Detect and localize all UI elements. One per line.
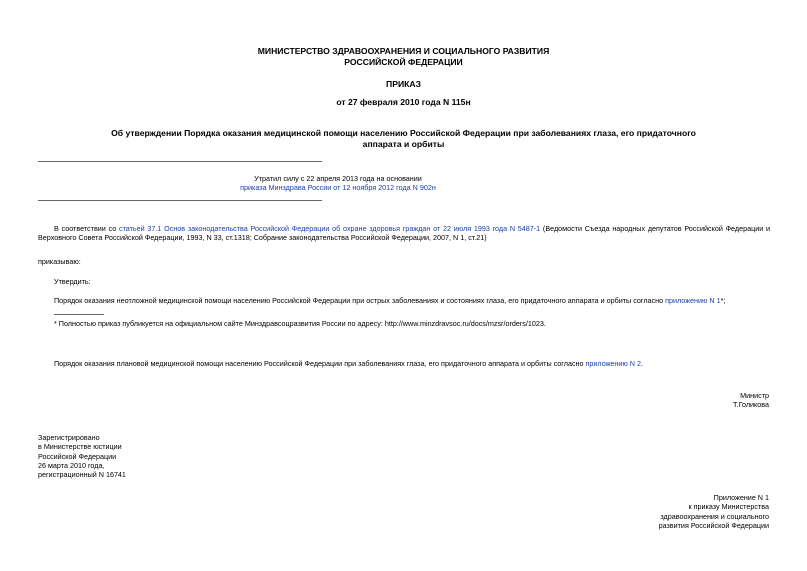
appendix-2-link[interactable]: приложению N 2 — [585, 359, 641, 368]
order-verb: приказываю: — [38, 257, 81, 266]
status-note: Утратил силу с 22 апреля 2013 года на основании приказа Минздрава России от 12 ноября 2012 года N 902н — [240, 174, 436, 193]
divider-top — [38, 161, 322, 162]
order-date: от 27 февраля 2010 года N 115н — [336, 97, 471, 107]
status-link[interactable]: приказа Минздрава России от 12 ноября 2012 года N 902н — [240, 183, 436, 193]
order-heading: ПРИКАЗ — [386, 79, 421, 89]
ministry-title: МИНИСТЕРСТВО ЗДРАВООХРАНЕНИЯ И СОЦИАЛЬНОГО РАЗВИТИЯ РОССИЙСКОЙ ФЕДЕРАЦИИ — [257, 46, 550, 68]
divider-bottom — [38, 200, 322, 201]
approve-label: Утвердить: — [54, 277, 91, 286]
preamble-paragraph: В соответствии со статьей 37.1 Основ законодательства Российской Федерации об охране здоровья граждан от 22 июля 1993 года N 5487-1 (Ведомости Съезда народных депутатов Российской Федерации и Верховного Совета Российской Федерации, 1993, N 33, ст.1318; Собрание законодательства Российской Федерации, 2007, N 1, ст.21) — [38, 224, 771, 243]
registration-block: Зарегистрировано в Министерстве юстиции Российской Федерации 26 марта 2010 года, регистрационный N 16741 — [38, 433, 126, 480]
order-title: Об утверждении Порядка оказания медицинской помощи населению Российской Федерации при заболеваниях глаза, его придаточного аппарата и орбиты — [111, 128, 696, 150]
law-link[interactable]: статьей 37.1 Основ законодательства Российской Федерации об охране здоровья граждан от 22 июля 1993 года N 5487-1 — [118, 224, 541, 233]
footnote: * Полностью приказ публикуется на официальном сайте Минздравсоцразвития России по адресу: http://www.minzdravsoc.ru/docs/mzsr/orders/1023. — [54, 319, 546, 328]
footnote-rule — [54, 314, 104, 315]
appendix-1-link[interactable]: приложению N 1 — [665, 296, 721, 305]
item-1: Порядок оказания неотложной медицинской помощи населению Российской Федерации при острых заболеваниях и состояниях глаза, его придаточного аппарата и орбиты согласно приложению N 1*; — [54, 296, 726, 305]
signature-block: Министр Т.Голикова — [732, 391, 769, 410]
item-2: Порядок оказания плановой медицинской помощи населению Российской Федерации при заболеваниях глаза, его придаточного аппарата и орбиты согласно приложению N 2. — [54, 359, 643, 368]
appendix-header: Приложение N 1 к приказу Министерства здравоохранения и социального развития Российской Федерации — [658, 493, 769, 531]
